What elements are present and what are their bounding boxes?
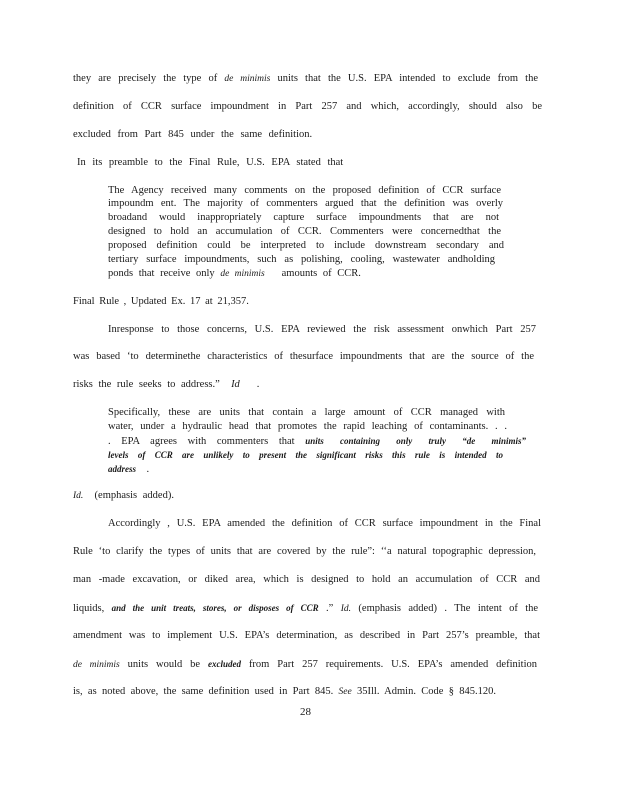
paragraph-line: is, as noted above, the same definition used in Part 845. See 35Ill. Admin. Code § 845.120.	[73, 686, 497, 697]
paragraph-line: excluded from Part 845 under the same definition.	[73, 129, 313, 140]
paragraph-line: definition of CCR surface impoundment in Part 257 and which, accordingly, should also be	[73, 101, 542, 112]
block-quote-line: broadand would inappropriately capture surface impoundments that are not	[108, 212, 499, 223]
block-quote-line: impoundm ent. The majority of commenters argued that the definition was overly	[108, 198, 503, 209]
quote-intro: In its preamble to the Final Rule, U.S. EPA stated that	[77, 157, 344, 168]
block-quote-line: designed to hold an accumulation of CCR. Commenters were concernedthat the	[108, 226, 501, 237]
paragraph-line: they are precisely the type of de minimis units that the U.S. EPA intended to exclude from the	[73, 73, 539, 84]
block-quote-line: The Agency received many comments on the proposed definition of CCR surface	[108, 185, 501, 196]
citation: Id. (emphasis added).	[73, 490, 174, 501]
block-quote-line: proposed definition could be interpreted to include downstream secondary and	[108, 240, 504, 251]
paragraph-line: risks the rule seeks to address.” Id .	[73, 379, 260, 390]
paragraph-line: de minimis units would be excluded from Part 257 requirements. U.S. EPA’s amended definition	[73, 659, 538, 670]
citation: Final Rule , Updated Ex. 17 at 21,357.	[73, 296, 249, 307]
block-quote-line: water, under a hydraulic head that promotes the rapid leaching of contaminants. . .	[108, 421, 507, 432]
paragraph-line: Inresponse to those concerns, U.S. EPA reviewed the risk assessment onwhich Part 257	[108, 324, 536, 335]
page-number: 28	[300, 706, 311, 718]
paragraph-line: Rule ‘to clarify the types of units that are covered by the rule”: ‘‘a natural topographic depression,	[73, 546, 536, 557]
block-quote-line: tertiary surface impoundments, such as polishing, cooling, wastewater andholding	[108, 254, 495, 265]
paragraph-line: Accordingly , U.S. EPA amended the definition of CCR surface impoundment in the Final	[108, 518, 541, 529]
paragraph-line: man -made excavation, or diked area, which is designed to hold an accumulation of CCR and	[73, 574, 540, 585]
block-quote-line: levels of CCR are unlikely to present the significant risks this rule is intended to	[108, 450, 503, 460]
paragraph-line: amendment was to implement U.S. EPA’s determination, as described in Part 257’s preamble, that	[73, 630, 540, 641]
block-quote-line: . EPA agrees with commenters that units containing only truly “de minimis”	[108, 436, 527, 447]
paragraph-line: liquids, and the unit treats, stores, or disposes of CCR .” Id. (emphasis added) . The intent of the	[73, 603, 539, 614]
block-quote-line: address .	[108, 464, 150, 475]
block-quote-line: Specifically, these are units that contain a large amount of CCR managed with	[108, 407, 505, 418]
block-quote-line: ponds that receive only de minimis amounts of CCR.	[108, 268, 361, 279]
paragraph-line: was based ‘to determinethe characteristics of thesurface impoundments that are the source of the	[73, 351, 534, 362]
